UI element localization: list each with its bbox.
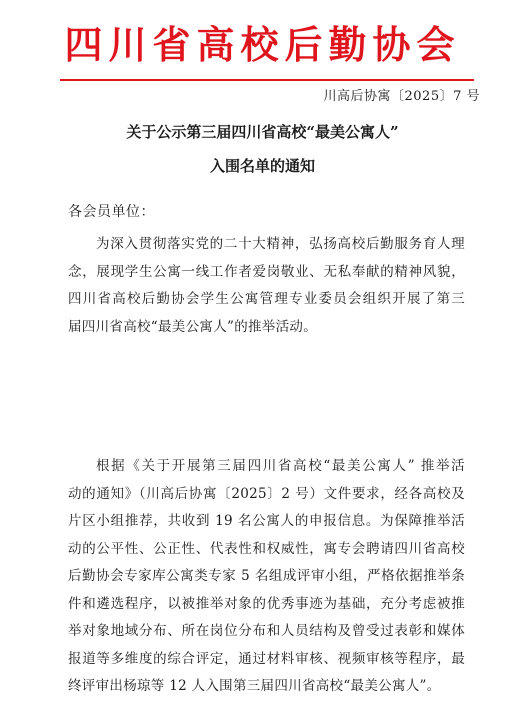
paragraph-line: 件和遴选程序，以被推举对象的优秀事迹为基础，充分考虑被推 (68, 595, 465, 612)
paragraph-line: 动的通知》（川高后协寓〔2025〕2 号）文件要求，经各高校及 (68, 485, 465, 502)
document-title-line-1: 关于公示第三届四川省高校“最美公寓人” (126, 123, 399, 141)
paragraph-line: 念，展现学生公寓一线工作者爱岗敬业、无私奉献的精神风貌， (68, 263, 465, 280)
document-title-line-2: 入围名单的通知 (209, 157, 315, 175)
paragraph-line: 届四川省高校“最美公寓人”的推举活动。 (68, 318, 318, 335)
paragraph-1 (68, 231, 465, 341)
paragraph-line: 终评审出杨琼等 12 人入围第三届四川省高校“最美公寓人”。 (68, 678, 441, 694)
salutation: 各会员单位： (68, 204, 155, 220)
paragraph-line: 片区小组推荐，共收到 19 名公寓人的申报信息。为保障推举活 (68, 513, 465, 529)
paragraph-line: 报道等多维度的综合评定，通过材料审核、视频审核等程序，最 (68, 650, 465, 667)
paragraph-line: 动的公平性、公正性、代表性和权威性，寓专会聘请四川省高校 (68, 540, 465, 557)
paragraph-2 (68, 453, 465, 701)
paragraph-line: 后勤协会专家库公寓类专家 5 名组成评审小组，严格依据推举条 (68, 568, 465, 584)
paragraph-line: 根据《关于开展第三届四川省高校“最美公寓人” 推举活 (96, 458, 465, 474)
document-number: 川高后协寓〔2025〕7 号 (323, 89, 480, 104)
red-divider-line (60, 79, 474, 81)
paragraph-line: 举对象地域分布、所在岗位分布和人员结构及曾受过表彰和媒体 (68, 623, 465, 639)
paragraph-line: 四川省高校后勤协会学生公寓管理专业委员会组织开展了第三 (68, 291, 465, 307)
org-masthead: 四川省高校后勤协会 (64, 22, 461, 67)
paragraph-line: 为深入贯彻落实党的二十大精神，弘扬高校后勤服务育人理 (96, 236, 465, 252)
